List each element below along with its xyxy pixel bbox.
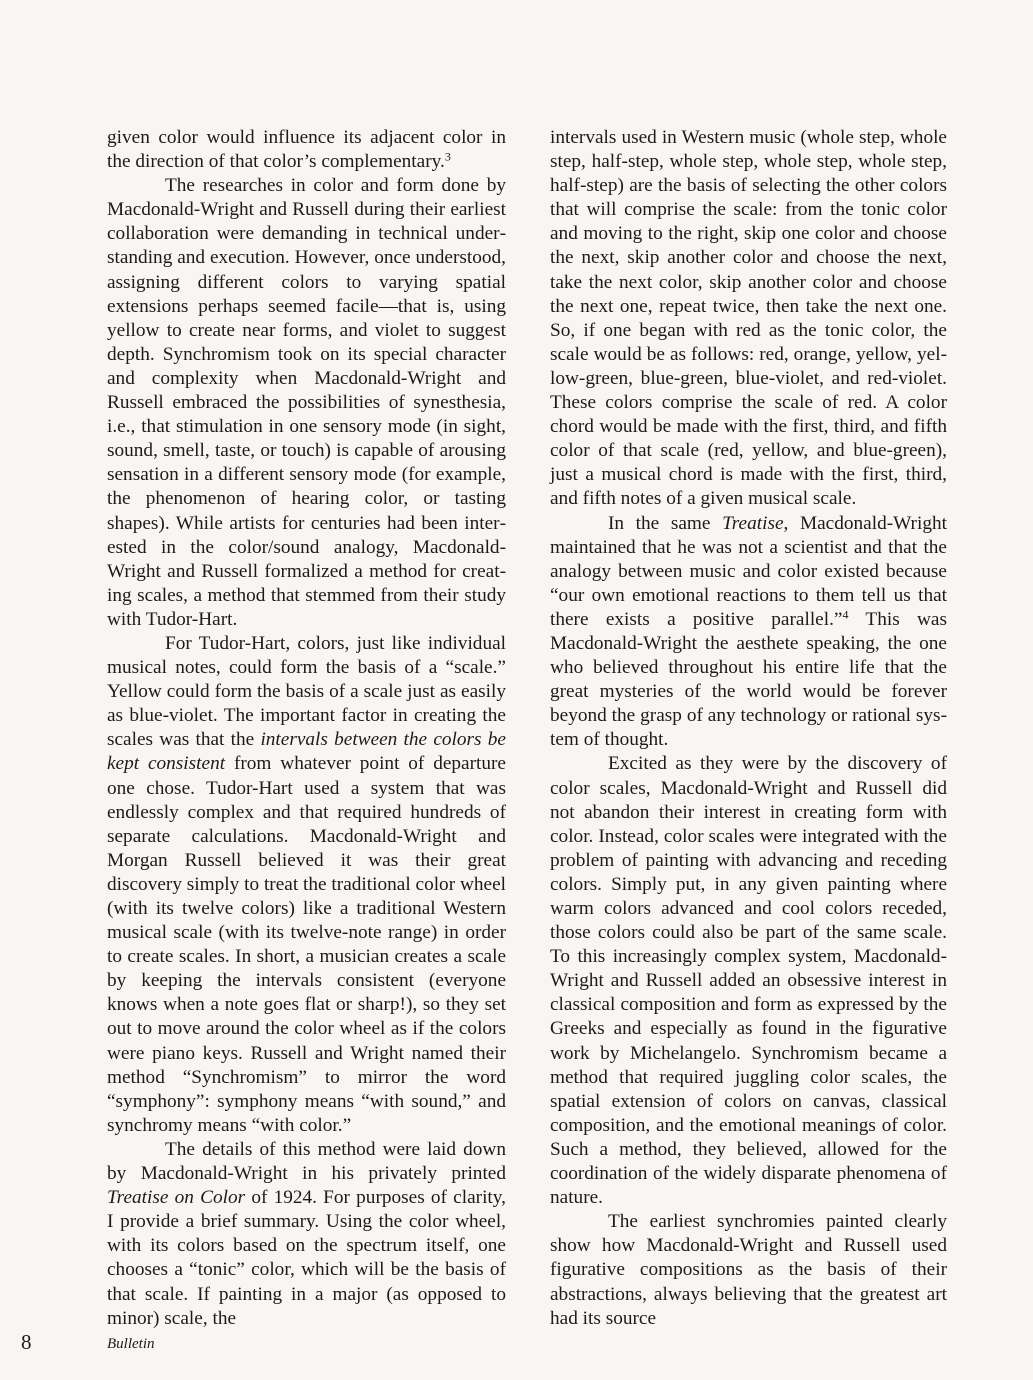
paragraph-intervals: intervals used in Western music (whole step, whole step, half-step, whole step, whole step, whole step, half-step) are the basis of selecting the other colors that will comprise the scale: from the tonic color and moving to the right, skip one color and choose the next, skip another color and choose the next, take the next color, skip another color and choose the next one, repeat twice, then take the next one. So, if one began with red as the tonic color, the scale would be as follows: red, orange, yellow, yellow-green, blue-green, blue-violet, and red-violet. These colors comprise the scale of red. A color chord would be made with the first, third, and fifth color of that scale (red, yellow, and blue-green), just a musical chord is made with the first, third, and fifth notes of a given musical scale. <box>550 127 947 510</box>
title-treatise-on-color: Treatise on Color <box>107 1187 246 1209</box>
title-treatise: Treatise <box>722 512 784 534</box>
paragraph-synchromies: The earliest synchromies painted clearly show how Macdonald-Wright and Russell used figurative compositions as the basis of their abstractions, always believing that the greatest art had its source <box>550 1211 947 1329</box>
emphasis-intervals: intervals between the colors be kept consistent <box>107 729 506 775</box>
left-column <box>107 126 506 1331</box>
page-number: 8 <box>21 1330 32 1354</box>
paragraph-treatise: In the same Treatise, Macdonald-Wright maintained that he was not a scientist and that the analogy between music and color existed because “our own emotional reactions to them tell us that there exists a positive parallel.”$^4$ This was Macdonald-Wright the aesthete speaking, the one who believed throughout his entire life that the great mysteries of the world would be forever beyond the grasp of any technology or rational system of thought. <box>550 512 947 751</box>
paragraph-tudor-hart: For Tudor-Hart, colors, just like individual musical notes, could form the basis of a “scale.” Yellow could form the basis of a scale just as easily as blue-violet. The important factor in creating the scales was that the intervals between the colors be kept consistent from whatever point of departure one chose. Tudor-Hart used a system that was endlessly complex and that required hundreds of separate calculations. Macdonald-Wright and Morgan Russell believed it was their great discovery simply to treat the traditional color wheel (with its twelve colors) like a traditional Western musical scale (with its twelve-note range) in order to create scales. In short, a musician creates a scale by keeping the intervals consistent (everyone knows when a note goes flat or sharp!), so they set out to move around the color wheel as if the colors were piano keys. Russell and Wright named their method “Synchromism” to mirror the word “symphony”: symphony means “with sound,” and synchromy means “with color.” <box>107 632 506 1136</box>
paragraph-continuation: given color would influence its adjacent color in the direction of that color’s complementary.$^3$ <box>107 127 506 173</box>
footnote-ref-4: 4 <box>842 607 849 622</box>
paragraph-method-details: The details of this method were laid down by Macdonald-Wright in his privately printed Treatise on Color of 1924. For purposes of clarity, I provide a brief summary. Using the color wheel, with its colors based on the spectrum itself, one chooses a “tonic” color, which will be the basis of that scale. If painting in a major (as opposed to minor) scale, the <box>107 1138 506 1329</box>
running-footer: Bulletin <box>107 1336 155 1352</box>
right-column <box>550 126 947 1331</box>
paragraph-researches: The researches in color and form done by Macdonald-Wright and Russell during their earliest collaboration were demanding in technical understanding and execution. However, once understood, assigning different colors to varying spatial extensions perhaps seemed facile—that is, using yellow to create near forms, and violet to suggest depth. Synchromism took on its special character and complexity when Macdonald-Wright and Russell embraced the possibilities of synesthesia, i.e., that stimulation in one sensory mode (in sight, sound, smell, taste, or touch) is capable of arousing sensation in a different sensory mode (for example, the phenomenon of hearing color, or tasting shapes). While artists for centuries had been interested in the color/sound analogy, Macdonald-Wright and Russell formalized a method for creating scales, a method that stemmed from their study with Tudor-Hart. <box>107 175 506 630</box>
footnote-ref-3: 3 <box>444 149 451 164</box>
paragraph-color-scales: Excited as they were by the discovery of color scales, Macdonald-Wright and Russell did not abandon their interest in creating form with color. Instead, color scales were integrated with the problem of painting with advancing and receding colors. Simply put, in any given painting where warm colors advanced and cool colors receded, those colors could also be part of the same scale. To this increasingly complex system, Macdonald-Wright and Russell added an obsessive interest in classical composition and form as expressed by the Greeks and especially as found in the figurative work by Michelangelo. Synchromism became a method that required juggling color scales, the spatial extension of colors on canvas, classical composition, and the emotional meanings of color. Such a method, they believed, allowed for the coordination of the widely disparate phenomena of nature. <box>550 753 947 1209</box>
